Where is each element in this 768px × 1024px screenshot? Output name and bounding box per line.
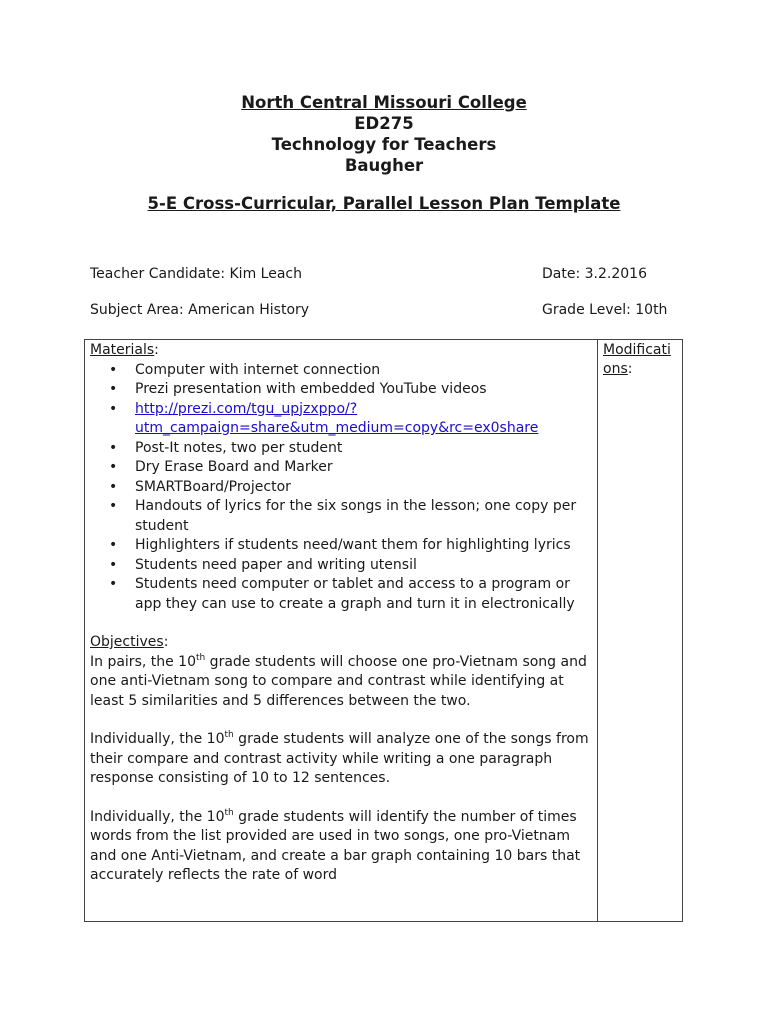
list-item: • Highlighters if students need/want them for highlighting lyrics [135,536,590,556]
list-item: • Students need paper and writing utensil [135,556,590,576]
list-item: • Prezi presentation with embedded YouTube videos [135,380,590,400]
list-item: • Post-It notes, two per student [135,439,590,459]
instructor-name: Baugher [344,156,424,175]
list-item: • Students need computer or tablet and access to a program or app they can use to create a graph and turn it in electronically [135,575,590,614]
list-item: • Computer with internet connection [135,361,590,381]
course-name: Technology for Teachers [271,135,497,154]
grade-level: Grade Level: 10th [542,302,668,318]
list-item: • SMARTBoard/Projector [135,478,590,498]
subject-area: Subject Area: American History [90,302,310,318]
list-item: • Handouts of lyrics for the six songs in the lesson; one copy per student [135,497,590,536]
objective-paragraph-2: Individually, the 10th grade students will analyze one of the songs from their compare and contrast activity while writing a one paragraph response consisting of 10 to 12 sentences. [90,730,589,786]
materials-objectives-cell[interactable] [90,341,590,886]
column-divider [597,340,598,921]
template-title: 5-E Cross-Curricular, Parallel Lesson Plan Template [147,194,621,213]
lesson-date: Date: 3.2.2016 [542,266,647,282]
list-item [135,400,590,439]
objectives-heading: Objectives: [90,634,169,650]
lesson-table [84,339,683,922]
college-name: North Central Missouri College [241,93,527,112]
prezi-link[interactable]: http://prezi.com/tgu_upjzxppo/? utm_campaign=share&utm_medium=copy&rc=ex0share [135,400,539,436]
document-header [0,92,768,176]
materials-list [90,361,590,615]
list-item: • Dry Erase Board and Marker [135,458,590,478]
course-code: ED275 [354,114,414,133]
modifications-heading: Modifications [603,342,671,377]
objective-paragraph-1: In pairs, the 10th grade students will choose one pro-Vietnam song and one anti-Vietnam song to compare and contrast while identifying at least 5 similarities and 5 differences between the two. [90,652,587,709]
objective-paragraph-3: Individually, the 10th grade students will identify the number of times words from the list provided are used in two songs, one pro-Vietnam and one Anti-Vietnam, and create a bar graph containing 10 bars that accurately reflects the rate of word [90,807,581,883]
materials-heading: Materials: [90,342,159,358]
teacher-candidate: Teacher Candidate: Kim Leach [90,266,302,282]
modifications-cell[interactable]: Modifications: [603,342,671,377]
